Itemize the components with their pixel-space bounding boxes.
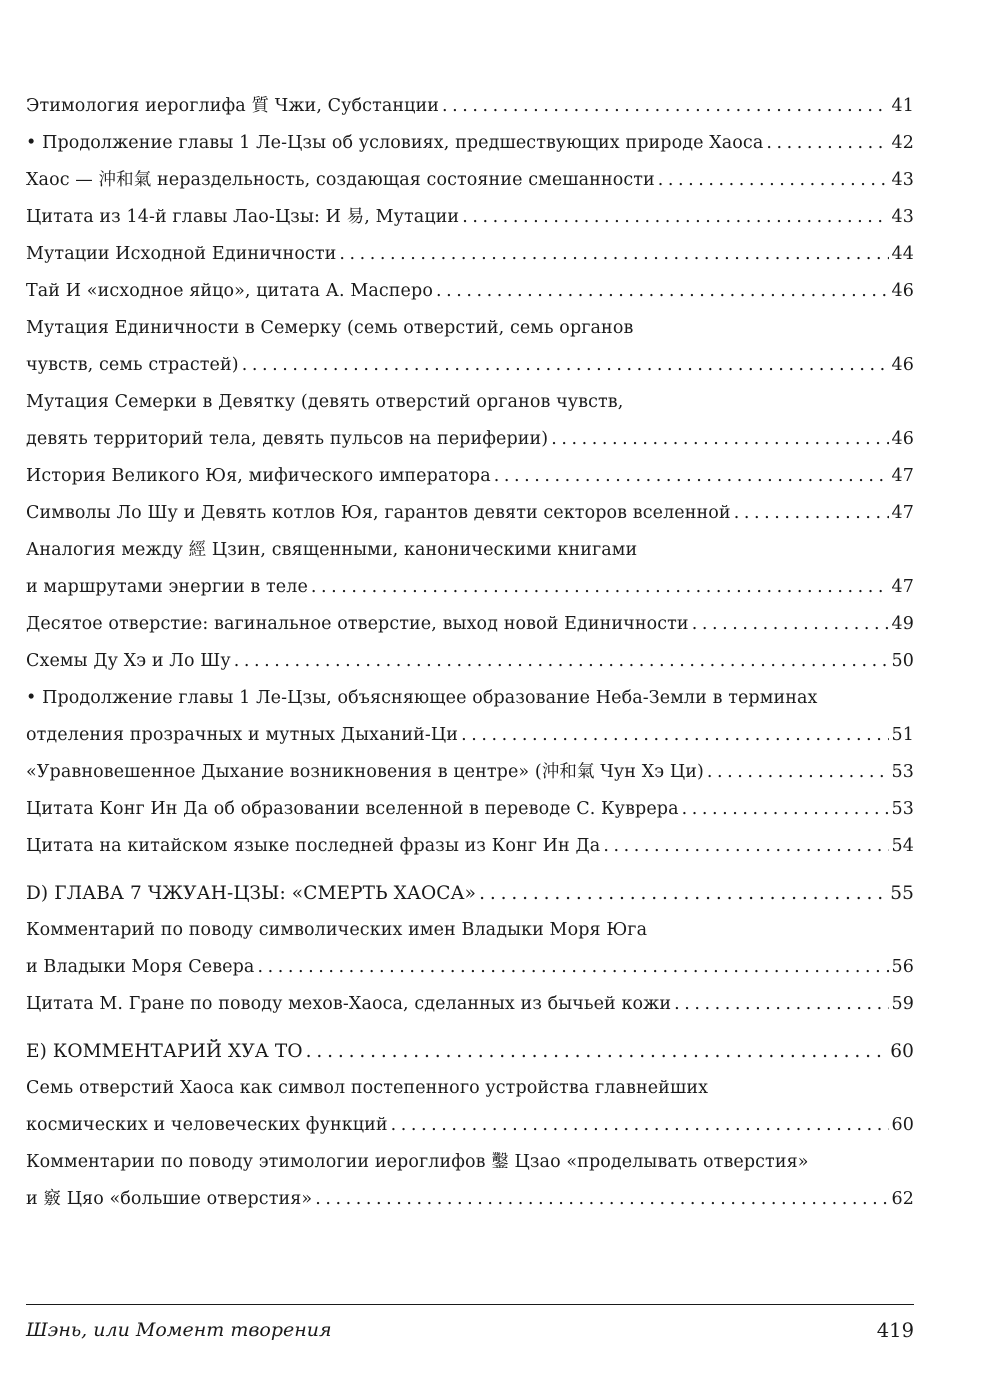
toc-page-number: 50 <box>891 651 914 671</box>
toc-page-number: 53 <box>891 799 914 819</box>
toc-entry-text: Мутация Семерки в Девятку (девять отверстий органов чувств, <box>26 392 624 412</box>
toc-page-number: 60 <box>891 1115 914 1135</box>
toc-entry-text: чувств, семь страстей) <box>26 355 239 375</box>
toc-entry <box>26 384 914 458</box>
toc-entry <box>26 606 914 643</box>
toc-entry-text: Цитата из 14-й главы Лао-Цзы: И 易, Мутации <box>26 207 460 227</box>
toc-page-number: 41 <box>891 96 914 116</box>
toc-entry <box>26 88 914 125</box>
section-title: E) КОММЕНТАРИЙ ХУА ТО <box>26 1041 303 1062</box>
toc-entry <box>26 495 914 532</box>
section-title: D) ГЛАВА 7 ЧЖУАН-ЦЗЫ: «СМЕРТЬ ХАОСА» <box>26 883 477 904</box>
toc-page-number: 46 <box>891 429 914 449</box>
toc-entry <box>26 125 914 162</box>
toc-entry-text: Комментарий по поводу символических имен Владыки Моря Юга <box>26 920 648 940</box>
toc-section-d <box>26 875 914 912</box>
toc-entry-text: и маршрутами энергии в теле <box>26 577 308 597</box>
toc-page-number: 55 <box>890 883 914 904</box>
dot-leader <box>234 643 889 680</box>
toc-page-number: 47 <box>891 503 914 523</box>
dot-leader <box>692 606 889 643</box>
toc-entry-text: и 竅 Цяо «большие отверстия» <box>26 1189 313 1209</box>
toc-entry-text: Тай И «исходное яйцо», цитата А. Масперо <box>26 281 433 301</box>
toc-entry-text: Семь отверстий Хаоса как символ постепенного устройства главнейших <box>26 1078 709 1098</box>
toc-page-number: 56 <box>891 957 914 977</box>
toc-page-number: 43 <box>891 207 914 227</box>
toc-page-number: 46 <box>891 355 914 375</box>
dot-leader <box>311 569 889 606</box>
toc-page-number: 62 <box>891 1189 914 1209</box>
toc-entry <box>26 828 914 865</box>
toc-entry <box>26 199 914 236</box>
toc-section-e <box>26 1033 914 1070</box>
toc-entry <box>26 273 914 310</box>
toc-entry <box>26 458 914 495</box>
toc-page-number: 46 <box>891 281 914 301</box>
dot-leader <box>479 875 887 912</box>
toc-entry-text: • Продолжение главы 1 Ле-Цзы, объясняющее образование Неба-Земли в терминах <box>26 688 818 708</box>
page-number: 419 <box>876 1319 914 1342</box>
toc-page-number: 53 <box>891 762 914 782</box>
dot-leader <box>315 1181 888 1218</box>
toc-entry <box>26 643 914 680</box>
dot-leader <box>603 828 888 865</box>
toc-entry-text: История Великого Юя, мифического императора <box>26 466 491 486</box>
toc-entry-text: «Уравновешенное Дыхание возникновения в центре» (沖和氣 Чун Хэ Ци) <box>26 762 704 782</box>
toc-entry-text: девять территорий тела, девять пульсов на периферии) <box>26 429 549 449</box>
footer-divider <box>26 1304 914 1305</box>
dot-leader <box>707 754 889 791</box>
toc-entry <box>26 754 914 791</box>
toc-entry <box>26 236 914 273</box>
toc-entry-text: Схемы Ду Хэ и Ло Шу <box>26 651 231 671</box>
toc-entry <box>26 680 914 754</box>
toc-page-number: 60 <box>890 1041 914 1062</box>
toc-page-number: 49 <box>891 614 914 634</box>
toc-entry-text: Мутации Исходной Единичности <box>26 244 337 264</box>
toc-page-number: 43 <box>891 170 914 190</box>
dot-leader <box>339 236 888 273</box>
toc-entry-text: Цитата на китайском языке последней фразы из Конг Ин Да <box>26 836 601 856</box>
toc-entry-text: и Владыки Моря Севера <box>26 957 255 977</box>
toc-entry-text: Символы Ло Шу и Девять котлов Юя, гарантов девяти секторов вселенной <box>26 503 731 523</box>
toc-entry-text: космических и человеческих функций <box>26 1115 388 1135</box>
dot-leader <box>674 986 888 1023</box>
dot-leader <box>734 495 889 532</box>
toc-entry <box>26 310 914 384</box>
toc-entry-text: Хаос — 沖和氣 нераздельность, создающая состояние смешанности <box>26 170 655 190</box>
dot-leader <box>442 88 888 125</box>
dot-leader <box>436 273 889 310</box>
toc-page-number: 51 <box>891 725 914 745</box>
toc-page-number: 47 <box>891 466 914 486</box>
toc-page-number: 47 <box>891 577 914 597</box>
toc-entry-text: отделения прозрачных и мутных Дыханий-Ци <box>26 725 459 745</box>
dot-leader <box>391 1107 889 1144</box>
toc-entry <box>26 1144 914 1218</box>
toc-entry-text: Десятое отверстие: вагинальное отверстие, выход новой Единичности <box>26 614 689 634</box>
running-footer-title: Шэнь, или Момент творения <box>26 1319 332 1341</box>
toc-entry-text: Цитата Конг Ин Да об образовании вселенной в переводе С. Куврера <box>26 799 679 819</box>
dot-leader <box>551 421 888 458</box>
table-of-contents <box>26 88 914 1218</box>
toc-entry-text: Этимология иероглифа 質 Чжи, Субстанции <box>26 96 440 116</box>
dot-leader <box>658 162 889 199</box>
toc-entry <box>26 162 914 199</box>
toc-entry <box>26 986 914 1023</box>
toc-page-number: 42 <box>891 133 914 153</box>
dot-leader <box>257 949 888 986</box>
dot-leader <box>462 199 888 236</box>
dot-leader <box>766 125 888 162</box>
toc-entry-text: Комментарии по поводу этимологии иероглифов 鑿 Цзао «проделывать отверстия» <box>26 1152 809 1172</box>
toc-entry <box>26 532 914 606</box>
dot-leader <box>306 1033 888 1070</box>
toc-entry-text: Аналогия между 經 Цзин, священными, каноническими книгами <box>26 540 638 560</box>
dot-leader <box>242 347 889 384</box>
toc-entry-text: Мутация Единичности в Семерку (семь отверстий, семь органов <box>26 318 634 338</box>
toc-entry-text: • Продолжение главы 1 Ле-Цзы об условиях, предшествующих природе Хаоса <box>26 133 764 153</box>
dot-leader <box>494 458 889 495</box>
toc-entry <box>26 1070 914 1144</box>
toc-entry <box>26 912 914 986</box>
toc-entry-text: Цитата М. Гране по поводу мехов-Хаоса, сделанных из бычьей кожи <box>26 994 672 1014</box>
dot-leader <box>461 717 888 754</box>
toc-page-number: 44 <box>891 244 914 264</box>
toc-page-number: 54 <box>891 836 914 856</box>
dot-leader <box>682 791 889 828</box>
toc-page-number: 59 <box>891 994 914 1014</box>
toc-entry <box>26 791 914 828</box>
